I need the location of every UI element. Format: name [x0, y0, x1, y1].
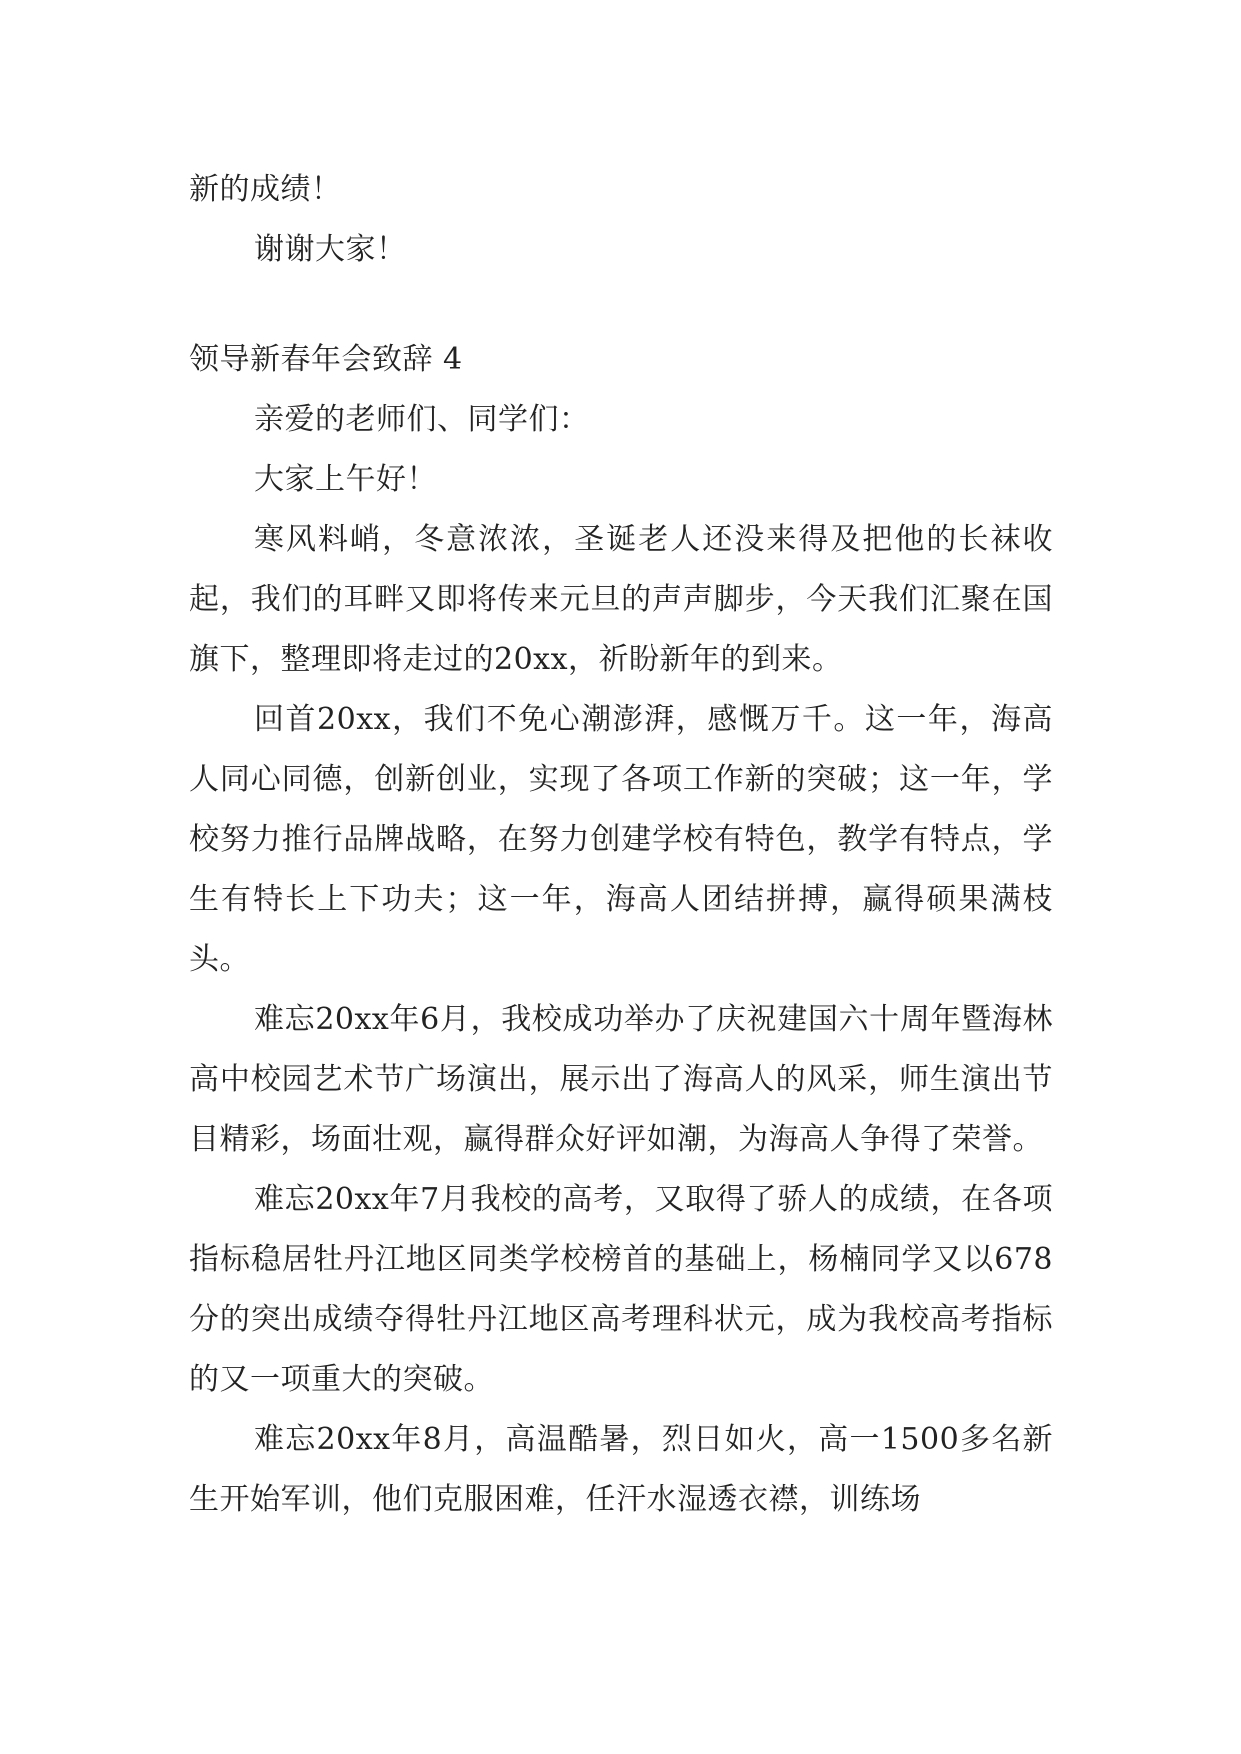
- paragraph-salutation: 亲爱的老师们、同学们：: [254, 402, 590, 437]
- paragraph-body: 难忘20xx年8月，高温酷暑，烈日如火，高一1500多名新生开始军训，他们克服困难，任汗水湿透衣襟，训练场: [189, 1422, 1053, 1517]
- paragraph-greeting: 大家上午好！: [254, 462, 437, 497]
- paragraph-continuation: 新的成绩！: [189, 172, 342, 207]
- section-heading: 领导新春年会致辞 4: [189, 342, 463, 377]
- paragraph-body: 难忘20xx年7月我校的高考，又取得了骄人的成绩，在各项指标稳居牡丹江地区同类学校榜首的基础上，杨楠同学又以678分的突出成绩夺得牡丹江地区高考理科状元，成为我校高考指标的又一项重大的突破。: [189, 1182, 1053, 1397]
- paragraph-thanks: 谢谢大家！: [254, 232, 407, 267]
- paragraph-body: 寒风料峭，冬意浓浓，圣诞老人还没来得及把他的长袜收起，我们的耳畔又即将传来元旦的声声脚步，今天我们汇聚在国旗下，整理即将走过的20xx，祈盼新年的到来。: [189, 522, 1053, 677]
- paragraph-body: 难忘20xx年6月，我校成功举办了庆祝建国六十周年暨海林高中校园艺术节广场演出，展示出了海高人的风采，师生演出节目精彩，场面壮观，赢得群众好评如潮，为海高人争得了荣誉。: [189, 1002, 1053, 1157]
- section-spacer: [189, 280, 1053, 330]
- paragraph-body: 回首20xx，我们不免心潮澎湃，感慨万千。这一年，海高人同心同德，创新创业，实现了各项工作新的突破；这一年，学校努力推行品牌战略，在努力创建学校有特色，教学有特点，学生有特长上下功夫；这一年，海高人团结拼搏，赢得硕果满枝头。: [189, 702, 1053, 977]
- document-body: [189, 160, 1053, 1530]
